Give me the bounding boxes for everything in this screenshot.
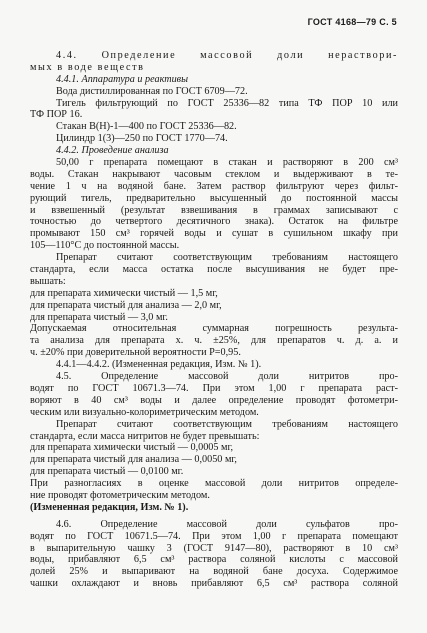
text-line: Препарат считают соответствующим требованиям настоящего [56, 252, 398, 264]
text-line: воряют в 40 см³ воды и далее определение проводят фотометри- [30, 394, 398, 406]
text-line: 4.5. Определение массовой доли нитритов про- [56, 371, 398, 383]
text-line: 4.4.1—4.4.2. (Измененная редакция, Изм. № 1). [56, 359, 262, 371]
text-line: (Измененная редакция, Изм. № 1). [30, 501, 189, 513]
text-line: точностью до четвертого десятичного знака). Остаток на фильтре [30, 216, 398, 228]
text-line: ч. ±20% при доверительной вероятности P=0,95. [30, 347, 241, 359]
text-line: чение 1 ч на водяной бане. Затем раствор фильтруют через фильт- [30, 180, 398, 192]
text-line: Вода дистиллированная по ГОСТ 6709—72. [56, 85, 248, 97]
text-line: для препарата чистый — 0,0100 мг. [30, 466, 184, 478]
text-line: мых в воде веществ [30, 61, 145, 73]
text-line: вышать: [30, 275, 66, 287]
text-line: промывают 150 см³ горячей воды и сушат в сушильном шкафу при [30, 228, 398, 240]
body-text [30, 50, 398, 590]
text-line: ние проводят фотометрическим методом. [30, 489, 210, 501]
text-line: Допускаемая относительная суммарная погрешность результа- [30, 323, 398, 335]
text-line: стандарта, если масса остатка после высушивания не будет пре- [30, 264, 398, 276]
text-line: для препарата химически чистый — 0,0005 мг, [30, 442, 234, 454]
text-line: Стакан В(Н)-1—400 по ГОСТ 25336—82. [56, 121, 237, 133]
text-line: 50,00 г препарата помещают в стакан и растворяют в 200 см³ [56, 157, 398, 169]
text-line: стандарта, если масса нитритов не будет превышать: [30, 430, 260, 442]
text-line: водят по ГОСТ 10671.5—74. При этом 1,00 г препарата помещают [30, 530, 398, 542]
text-line: в выпарительную чашку 3 (ГОСТ 9147—80), растворяют в 10 см³ [30, 542, 398, 554]
text-line: для препарата химически чистый — 1,5 мг, [30, 287, 218, 299]
section-heading: 4.4. Определение массовой доли нераствори- [56, 50, 398, 61]
text-line: рующий тигель, предварительно высушенный до постоянной массы [30, 192, 398, 204]
text-line: ТФ ПОР 16. [30, 109, 83, 121]
page-header: ГОСТ 4168—79 С. 5 [307, 17, 397, 27]
text-line: 4.4.2. Проведение анализа [56, 145, 169, 157]
text-line: ческим или визуально-колориметрическим методом. [30, 406, 259, 418]
text-line: 4.6. Определение массовой доли сульфатов про- [56, 518, 398, 530]
text-line: 4.4.1. Аппаратура и реактивы [56, 73, 189, 85]
text-line: для препарата чистый — 3,0 мг. [30, 311, 168, 323]
text-line: чашки охлаждают и вновь прибавляют 6,5 см³ раствора соляной [30, 578, 398, 590]
text-line: Препарат считают соответствующим требованиям настоящего [56, 418, 398, 430]
text-line: та анализа для препарата х. ч. ±25%, для препаратов ч. д. а. и [30, 335, 398, 347]
text-line: воды, прибавляют 6,5 см³ раствора соляной кислоты с массовой [30, 554, 398, 566]
text-line: долей 25% и выпаривают на водяной бане досуха. Содержимое [30, 566, 398, 578]
text-line: и взвешенный (результат взвешивания в граммах записывают с [30, 204, 398, 216]
text-line: водят по ГОСТ 10671.3—74. При этом 1,00 г препарата раст- [30, 382, 398, 394]
text-line: для препарата чистый для анализа — 2,0 мг, [30, 299, 222, 311]
text-line: Цилиндр 1(3)—250 по ГОСТ 1770—74. [56, 133, 228, 145]
text-line: воды. Стакан накрывают часовым стеклом и выдерживают в те- [30, 168, 398, 180]
text-line: для препарата чистый для анализа — 0,0050 мг, [30, 454, 237, 466]
text-line: 105—110°С до постоянной массы. [30, 240, 180, 252]
text-line: Тигель фильтрующий по ГОСТ 25336—82 типа ТФ ПОР 10 или [56, 97, 398, 109]
text-line: При разногласиях в оценке массовой доли нитритов определе- [30, 478, 398, 490]
